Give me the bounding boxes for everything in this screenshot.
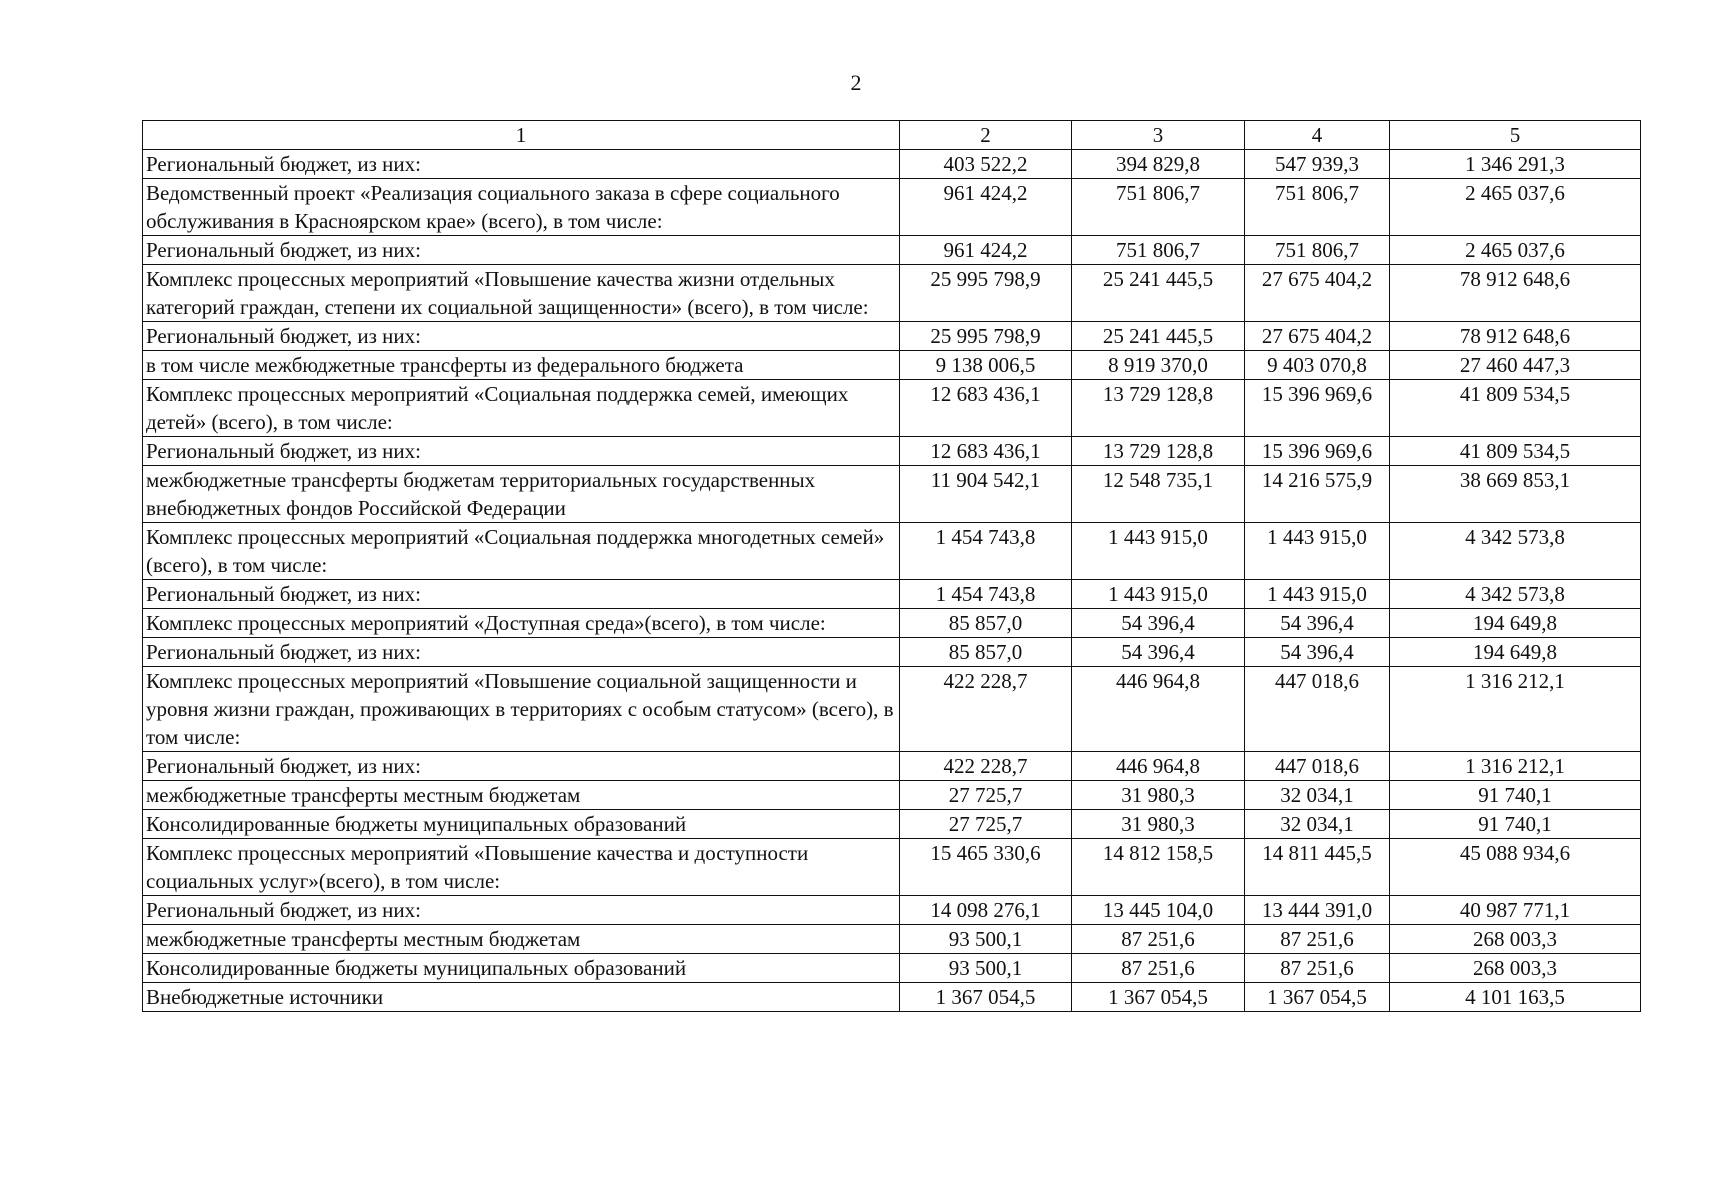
table-row (143, 322, 1641, 351)
value-cell-col4: 54 396,4 (1245, 638, 1390, 667)
value-cell-col2: 403 522,2 (900, 150, 1072, 179)
row-label-cell: Ведомственный проект «Реализация социального заказа в сфере социального обслуживания в Красноярском крае» (всего), в том числе: (143, 179, 900, 236)
value-cell-col2: 14 098 276,1 (900, 896, 1072, 925)
value-cell-col3: 751 806,7 (1072, 236, 1245, 265)
value-cell-col4: 1 367 054,5 (1245, 983, 1390, 1012)
value-cell-col3: 8 919 370,0 (1072, 351, 1245, 380)
value-cell-col5: 45 088 934,6 (1390, 839, 1641, 896)
value-cell-col3: 87 251,6 (1072, 954, 1245, 983)
table-row (143, 667, 1641, 752)
value-cell-col4: 54 396,4 (1245, 609, 1390, 638)
value-cell-col5: 27 460 447,3 (1390, 351, 1641, 380)
table-row (143, 752, 1641, 781)
value-cell-col4: 15 396 969,6 (1245, 437, 1390, 466)
value-cell-col5: 40 987 771,1 (1390, 896, 1641, 925)
row-label-cell: Комплекс процессных мероприятий «Повышение социальной защищенности и уровня жизни граждан, проживающих в территориях с особым статусом» (всего), в том числе: (143, 667, 900, 752)
value-cell-col4: 751 806,7 (1245, 179, 1390, 236)
value-cell-col4: 87 251,6 (1245, 954, 1390, 983)
value-cell-col3: 25 241 445,5 (1072, 265, 1245, 322)
value-cell-col3: 13 729 128,8 (1072, 380, 1245, 437)
value-cell-col3: 1 443 915,0 (1072, 580, 1245, 609)
value-cell-col5: 91 740,1 (1390, 781, 1641, 810)
value-cell-col2: 1 454 743,8 (900, 523, 1072, 580)
table-row (143, 150, 1641, 179)
table-row (143, 638, 1641, 667)
value-cell-col4: 14 216 575,9 (1245, 466, 1390, 523)
table-row (143, 609, 1641, 638)
header-cell-1: 1 (143, 121, 900, 150)
value-cell-col5: 41 809 534,5 (1390, 380, 1641, 437)
value-cell-col3: 54 396,4 (1072, 609, 1245, 638)
table-body (143, 150, 1641, 1012)
table-row (143, 466, 1641, 523)
value-cell-col4: 547 939,3 (1245, 150, 1390, 179)
value-cell-col5: 268 003,3 (1390, 925, 1641, 954)
row-label-cell: в том числе межбюджетные трансферты из федерального бюджета (143, 351, 900, 380)
value-cell-col5: 1 346 291,3 (1390, 150, 1641, 179)
value-cell-col5: 194 649,8 (1390, 638, 1641, 667)
value-cell-col2: 961 424,2 (900, 179, 1072, 236)
value-cell-col5: 2 465 037,6 (1390, 179, 1641, 236)
value-cell-col4: 1 443 915,0 (1245, 523, 1390, 580)
value-cell-col5: 4 101 163,5 (1390, 983, 1641, 1012)
value-cell-col2: 422 228,7 (900, 667, 1072, 752)
value-cell-col2: 27 725,7 (900, 810, 1072, 839)
header-cell-5: 5 (1390, 121, 1641, 150)
value-cell-col2: 961 424,2 (900, 236, 1072, 265)
row-label-cell: Региональный бюджет, из них: (143, 752, 900, 781)
table-row (143, 351, 1641, 380)
value-cell-col4: 15 396 969,6 (1245, 380, 1390, 437)
value-cell-col3: 1 443 915,0 (1072, 523, 1245, 580)
value-cell-col5: 4 342 573,8 (1390, 523, 1641, 580)
table-row (143, 954, 1641, 983)
value-cell-col4: 27 675 404,2 (1245, 265, 1390, 322)
value-cell-col3: 1 367 054,5 (1072, 983, 1245, 1012)
value-cell-col2: 25 995 798,9 (900, 265, 1072, 322)
value-cell-col3: 54 396,4 (1072, 638, 1245, 667)
table-row (143, 437, 1641, 466)
table-row (143, 580, 1641, 609)
value-cell-col4: 87 251,6 (1245, 925, 1390, 954)
table-row (143, 236, 1641, 265)
value-cell-col4: 1 443 915,0 (1245, 580, 1390, 609)
value-cell-col2: 85 857,0 (900, 609, 1072, 638)
table-row (143, 839, 1641, 896)
row-label-cell: межбюджетные трансферты местным бюджетам (143, 925, 900, 954)
value-cell-col4: 32 034,1 (1245, 810, 1390, 839)
row-label-cell: Консолидированные бюджеты муниципальных образований (143, 810, 900, 839)
row-label-cell: Комплекс процессных мероприятий «Повышение качества жизни отдельных категорий граждан, степени их социальной защищенности» (всего), в том числе: (143, 265, 900, 322)
header-cell-3: 3 (1072, 121, 1245, 150)
value-cell-col2: 1 454 743,8 (900, 580, 1072, 609)
budget-table (142, 120, 1641, 1012)
value-cell-col3: 394 829,8 (1072, 150, 1245, 179)
table-row (143, 179, 1641, 236)
table-row (143, 925, 1641, 954)
row-label-cell: Региональный бюджет, из них: (143, 580, 900, 609)
table-row (143, 523, 1641, 580)
value-cell-col2: 25 995 798,9 (900, 322, 1072, 351)
value-cell-col4: 14 811 445,5 (1245, 839, 1390, 896)
value-cell-col2: 9 138 006,5 (900, 351, 1072, 380)
value-cell-col3: 751 806,7 (1072, 179, 1245, 236)
row-label-cell: Региональный бюджет, из них: (143, 437, 900, 466)
value-cell-col4: 27 675 404,2 (1245, 322, 1390, 351)
value-cell-col2: 27 725,7 (900, 781, 1072, 810)
row-label-cell: Комплекс процессных мероприятий «Социальная поддержка семей, имеющих детей» (всего), в том числе: (143, 380, 900, 437)
table-row (143, 380, 1641, 437)
value-cell-col3: 446 964,8 (1072, 752, 1245, 781)
value-cell-col3: 12 548 735,1 (1072, 466, 1245, 523)
value-cell-col4: 751 806,7 (1245, 236, 1390, 265)
value-cell-col2: 85 857,0 (900, 638, 1072, 667)
table-row (143, 983, 1641, 1012)
value-cell-col3: 87 251,6 (1072, 925, 1245, 954)
value-cell-col4: 447 018,6 (1245, 667, 1390, 752)
row-label-cell: Консолидированные бюджеты муниципальных образований (143, 954, 900, 983)
value-cell-col5: 1 316 212,1 (1390, 667, 1641, 752)
value-cell-col3: 31 980,3 (1072, 781, 1245, 810)
row-label-cell: межбюджетные трансферты местным бюджетам (143, 781, 900, 810)
value-cell-col5: 41 809 534,5 (1390, 437, 1641, 466)
row-label-cell: межбюджетные трансферты бюджетам территориальных государственных внебюджетных фондов Российской Федерации (143, 466, 900, 523)
row-label-cell: Региональный бюджет, из них: (143, 896, 900, 925)
value-cell-col3: 13 729 128,8 (1072, 437, 1245, 466)
header-row (143, 121, 1641, 150)
value-cell-col3: 31 980,3 (1072, 810, 1245, 839)
value-cell-col2: 12 683 436,1 (900, 380, 1072, 437)
value-cell-col5: 78 912 648,6 (1390, 322, 1641, 351)
value-cell-col2: 1 367 054,5 (900, 983, 1072, 1012)
value-cell-col5: 2 465 037,6 (1390, 236, 1641, 265)
page-number: 2 (850, 70, 862, 95)
row-label-cell: Региональный бюджет, из них: (143, 638, 900, 667)
value-cell-col2: 93 500,1 (900, 954, 1072, 983)
row-label-cell: Комплекс процессных мероприятий «Доступная среда»(всего), в том числе: (143, 609, 900, 638)
header-cell-2: 2 (900, 121, 1072, 150)
value-cell-col2: 11 904 542,1 (900, 466, 1072, 523)
value-cell-col5: 38 669 853,1 (1390, 466, 1641, 523)
row-label-cell: Региональный бюджет, из них: (143, 150, 900, 179)
value-cell-col3: 25 241 445,5 (1072, 322, 1245, 351)
value-cell-col5: 1 316 212,1 (1390, 752, 1641, 781)
value-cell-col3: 14 812 158,5 (1072, 839, 1245, 896)
value-cell-col5: 194 649,8 (1390, 609, 1641, 638)
value-cell-col2: 93 500,1 (900, 925, 1072, 954)
value-cell-col2: 12 683 436,1 (900, 437, 1072, 466)
table-row (143, 265, 1641, 322)
value-cell-col4: 13 444 391,0 (1245, 896, 1390, 925)
row-label-cell: Комплекс процессных мероприятий «Повышение качества и доступности социальных услуг»(всего), в том числе: (143, 839, 900, 896)
header-cell-4: 4 (1245, 121, 1390, 150)
table-row (143, 896, 1641, 925)
value-cell-col5: 4 342 573,8 (1390, 580, 1641, 609)
row-label-cell: Региональный бюджет, из них: (143, 236, 900, 265)
value-cell-col3: 446 964,8 (1072, 667, 1245, 752)
value-cell-col2: 15 465 330,6 (900, 839, 1072, 896)
value-cell-col3: 13 445 104,0 (1072, 896, 1245, 925)
value-cell-col4: 447 018,6 (1245, 752, 1390, 781)
row-label-cell: Комплекс процессных мероприятий «Социальная поддержка многодетных семей» (всего), в том числе: (143, 523, 900, 580)
table-row (143, 781, 1641, 810)
row-label-cell: Внебюджетные источники (143, 983, 900, 1012)
table-row (143, 810, 1641, 839)
value-cell-col4: 32 034,1 (1245, 781, 1390, 810)
row-label-cell: Региональный бюджет, из них: (143, 322, 900, 351)
value-cell-col2: 422 228,7 (900, 752, 1072, 781)
value-cell-col5: 91 740,1 (1390, 810, 1641, 839)
value-cell-col5: 268 003,3 (1390, 954, 1641, 983)
value-cell-col5: 78 912 648,6 (1390, 265, 1641, 322)
value-cell-col4: 9 403 070,8 (1245, 351, 1390, 380)
